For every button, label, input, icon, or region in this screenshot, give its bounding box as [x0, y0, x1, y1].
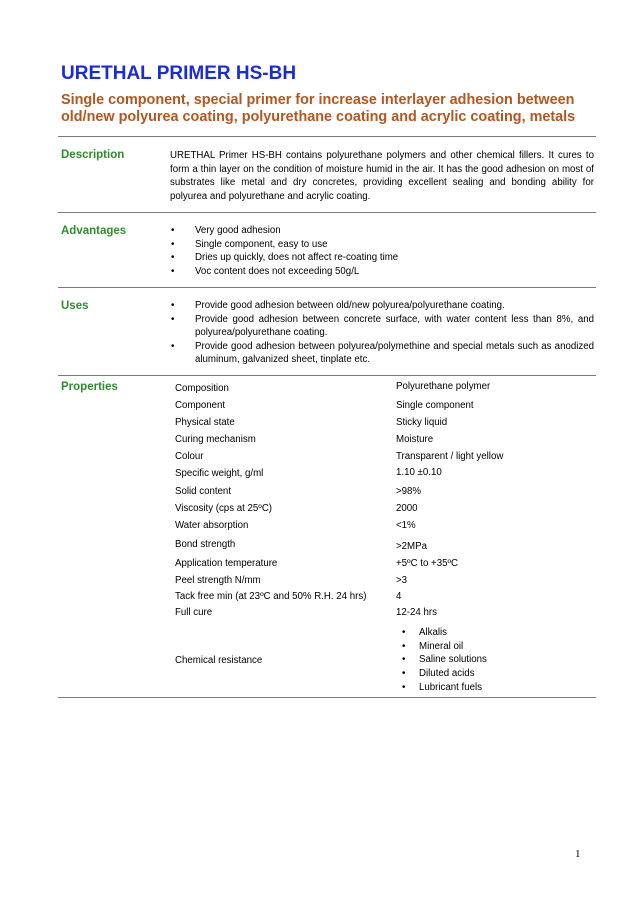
page-number: 1 — [575, 848, 581, 860]
property-name: Colour — [175, 451, 204, 462]
chemical-resistance-list — [396, 626, 487, 695]
bullet-icon: • — [171, 340, 175, 352]
property-name: Application temperature — [175, 558, 278, 569]
section-label-properties: Properties — [61, 381, 118, 393]
property-name: Solid content — [175, 486, 232, 497]
list-item: • Provide good adhesion between old/new polyurea/polyurethane coating. — [171, 300, 505, 311]
bullet-icon: • — [402, 668, 406, 680]
divider — [58, 697, 596, 698]
list-item: • Provide good adhesion between concrete surface, with water content less than 8%, and polyurea/polyurethane coating. — [171, 313, 594, 339]
property-name: Bond strength — [175, 539, 236, 550]
property-value: Moisture — [396, 434, 434, 445]
bullet-icon: • — [171, 265, 175, 277]
property-value: 12-24 hrs — [396, 607, 437, 618]
list-item: • Lubricant fuels — [402, 681, 483, 693]
list-item: • Alkalis — [402, 627, 447, 638]
property-value: Transparent / light yellow — [396, 451, 504, 462]
bullet-icon: • — [402, 681, 406, 693]
property-value: +5ºC to +35ºC — [396, 558, 459, 569]
property-value: 1.10 ±0.10 — [396, 467, 442, 478]
list-item: • Provide good adhesion between polyurea/polymethine and special metals such as anodized aluminum, galvanized sheet, tinplate etc. — [171, 340, 594, 366]
property-name: Chemical resistance — [175, 655, 263, 666]
list-item: • Mineral oil — [402, 640, 464, 652]
bullet-icon: • — [171, 238, 175, 250]
description-text: URETHAL Primer HS-BH contains polyurethane polymers and other chemical fillers. It cures to form a thin layer on the condition of moisture humid in the air. It has the good adhesion on most of substrates like metal and dry concretes, providing excellent sealing and bonding ability for polyurea and polyurethane and acrylic coating. — [170, 150, 594, 202]
section-label-description: Description — [61, 149, 125, 161]
property-value: >98% — [396, 486, 422, 497]
property-value: <1% — [396, 520, 416, 531]
property-name: Specific weight, g/ml — [175, 468, 264, 479]
divider — [58, 136, 596, 137]
property-name: Full cure — [175, 607, 213, 618]
property-value: >3 — [396, 575, 408, 586]
list-item: • Saline solutions — [402, 654, 487, 666]
property-value: 2000 — [396, 503, 418, 514]
property-name: Peel strength N/mm — [175, 575, 261, 586]
divider — [58, 375, 596, 376]
bullet-icon: • — [402, 654, 406, 666]
document-title: URETHAL PRIMER HS-BH — [61, 63, 297, 84]
divider — [58, 287, 596, 288]
property-name: Physical state — [175, 417, 235, 428]
property-name: Curing mechanism — [175, 434, 256, 445]
property-name: Viscosity (cps at 25ºC) — [175, 503, 273, 514]
list-item: • Diluted acids — [402, 668, 475, 680]
advantages-list — [170, 224, 594, 278]
list-item: • Single component, easy to use — [171, 238, 328, 250]
property-value: Sticky liquid — [396, 417, 448, 428]
property-name: Component — [175, 400, 226, 411]
divider — [58, 212, 596, 213]
uses-list — [170, 299, 594, 367]
property-value: 4 — [396, 591, 402, 602]
property-value: Polyurethane polymer — [396, 381, 491, 392]
property-name: Tack free min (at 23ºC and 50% R.H. 24 hrs) — [175, 591, 367, 602]
bullet-icon: • — [171, 300, 175, 311]
list-item: • Very good adhesion — [171, 225, 281, 236]
list-item: • Dries up quickly, does not affect re-coating time — [171, 252, 399, 264]
document-subtitle: Single component, special primer for increase interlayer adhesion between old/new polyurea coating, polyurethane coating and acrylic coating, metals — [61, 92, 576, 125]
section-label-uses: Uses — [61, 300, 89, 312]
section-label-advantages: Advantages — [61, 225, 127, 237]
property-name: Composition — [175, 383, 229, 394]
list-item: • Voc content does not exceeding 50g/L — [171, 265, 360, 277]
bullet-icon: • — [402, 640, 406, 652]
bullet-icon: • — [171, 225, 175, 236]
bullet-icon: • — [171, 313, 175, 325]
property-value: >2MPa — [396, 541, 427, 552]
bullet-icon: • — [171, 252, 175, 264]
property-name: Water absorption — [175, 520, 249, 531]
property-value: Single component — [396, 400, 474, 411]
bullet-icon: • — [402, 627, 406, 638]
